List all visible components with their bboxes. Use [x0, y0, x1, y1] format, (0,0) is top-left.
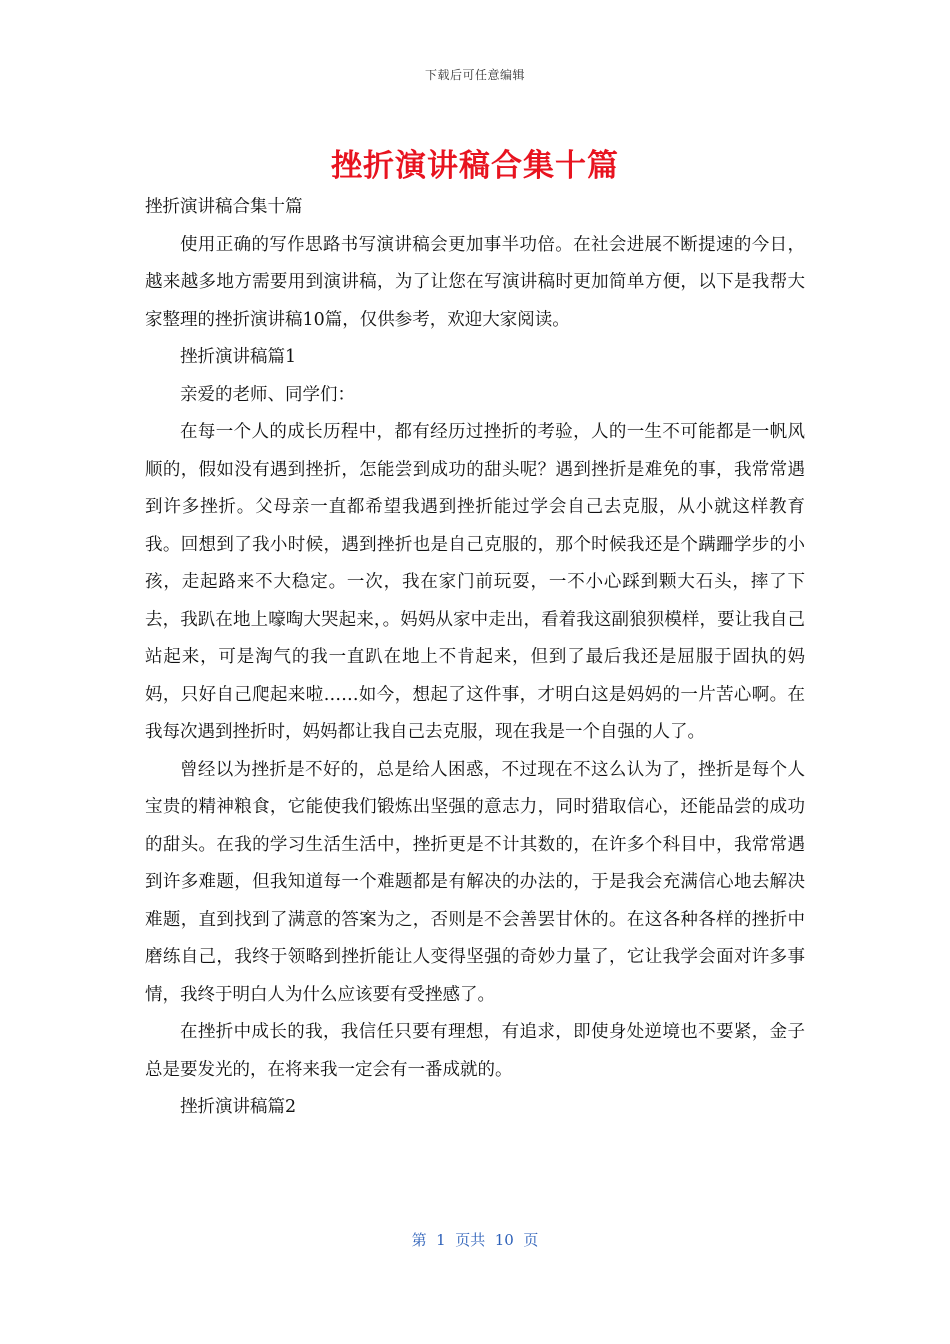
- paragraph: 在每一个人的成长历程中，都有经历过挫折的考验，人的一生不可能都是一帆风顺的，假如没有遇到挫折，怎能尝到成功的甜头呢？遇到挫折是难免的事，我常常遇到许多挫折。父母亲一直都希望我遇到挫折能过学会自己去克服，从小就这样教育我。回想到了我小时候，遇到挫折也是自己克服的，那个时候我还是个蹒跚学步的小孩，走起路来不大稳定。一次，我在家门前玩耍，一不小心踩到颗大石头，摔了下去，我趴在地上嚎啕大哭起来，。妈妈从家中走出，看着我这副狼狈模样，要让我自己站起来，可是淘气的我一直趴在地上不肯起来，但到了最后我还是屈服于固执的妈妈，只好自己爬起来啦……如今，想起了这件事，才明白这是妈妈的一片苦心啊。在我每次遇到挫折时，妈妈都让我自己去克服，现在我是一个自强的人了。: [145, 422, 805, 742]
- document-title: 挫折演讲稿合集十篇: [331, 148, 619, 184]
- paragraph: 挫折演讲稿合集十篇: [145, 197, 303, 217]
- section-heading: 挫折演讲稿篇1: [180, 347, 297, 367]
- paragraph: 在挫折中成长的我，我信任只要有理想，有追求，即使身处逆境也不要紧，金子总是要发光的，在将来我一定会有一番成就的。: [145, 1022, 805, 1080]
- section-heading: 挫折演讲稿篇2: [180, 1097, 297, 1117]
- page-number-footer: 第 1 页共 10 页: [411, 1231, 539, 1249]
- document-body: [145, 189, 805, 1127]
- salutation: 亲爱的老师、同学们：: [180, 384, 355, 405]
- paragraph: 曾经以为挫折是不好的，总是给人困惑，不过现在不这么认为了，挫折是每个人宝贵的精神粮食，它能使我们锻炼出坚强的意志力，同时猎取信心，还能品尝的成功的甜头。在我的学习生活生活中，挫折更是不计其数的，在许多个科目中，我常常遇到许多难题，但我知道每一个难题都是有解决的办法的，于是我会充满信心地去解决难题，直到找到了满意的答案为之，否则是不会善罢甘休的。在这各种各样的挫折中磨练自己，我终于领略到挫折能让人变得坚强的奇妙力量了，它让我学会面对许多事情，我终于明白人为什么应该要有受挫感了。: [145, 759, 805, 1005]
- page-header-note: 下载后可任意编辑: [424, 68, 525, 82]
- paragraph: 使用正确的写作思路书写演讲稿会更加事半功倍。在社会进展不断提速的今日，越来越多地方需要用到演讲稿，为了让您在写演讲稿时更加简单方便，以下是我帮大家整理的挫折演讲稿10篇，仅供参考，欢迎大家阅读。: [145, 234, 805, 330]
